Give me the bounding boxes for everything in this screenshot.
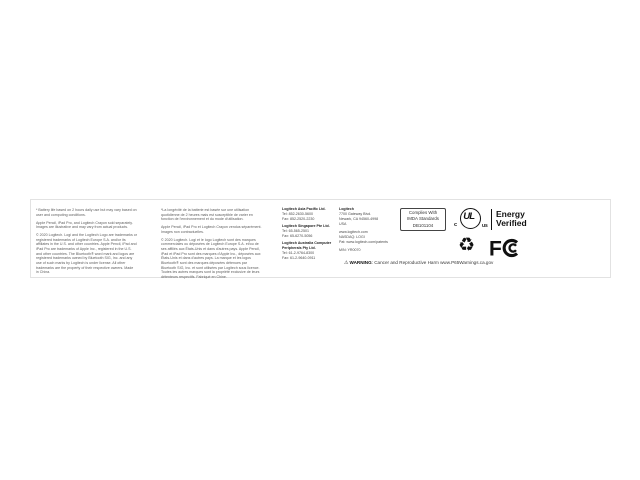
ul-canada-indicator: c bbox=[454, 222, 458, 228]
legal-text-english bbox=[36, 208, 137, 278]
contact-name: Logitech Australia Computer Peripherals Pty Ltd. bbox=[282, 241, 332, 250]
divider bbox=[491, 209, 492, 230]
hq-street: 7700 Gateway Blvd. bbox=[339, 211, 372, 216]
contact-fax: Fax: 65-6270-5056 bbox=[282, 233, 313, 238]
warning-label: WARNING bbox=[349, 260, 372, 265]
battery-disclaimer-fr: *La longévité de la batterie est basée sur une utilisation quotidienne de 2 heures mais est susceptible de varier en fonction de l'environnement et du mode d'utilisation. bbox=[161, 208, 253, 222]
label-band bbox=[30, 199, 611, 278]
hq-company-name: Logitech bbox=[339, 207, 354, 211]
hq-country: USA bbox=[339, 221, 347, 226]
recycle-icon: ♻ bbox=[458, 235, 476, 256]
svg-text:F: F bbox=[489, 237, 502, 260]
ul-us-indicator: us bbox=[482, 223, 488, 229]
legal-text-french bbox=[161, 208, 262, 283]
imda-line2: IMDA Standards bbox=[407, 216, 439, 222]
hq-website: www.logitech.com bbox=[339, 229, 368, 234]
contact-australia bbox=[282, 241, 336, 260]
contact-name: Logitech Asia Pacific Ltd. bbox=[282, 207, 326, 211]
energy-verified-mark: Energy Verified bbox=[496, 209, 527, 228]
hq-web-info bbox=[339, 230, 397, 245]
contact-fax: Fax: 61-2-9640-0911 bbox=[282, 255, 316, 260]
sold-separately-en: Apple Pencil, iPad Pro, and Logitech Crayon sold separately. Images are illustrative and may vary from actual products. bbox=[36, 220, 133, 230]
contact-tel: Tel: 61-2-9764-8300 bbox=[282, 250, 315, 255]
hq-nasdaq: NASDAQ: LOGI bbox=[339, 234, 365, 239]
warning-text: : Cancer and Reproductive Harm www.P65Warnings.ca.gov bbox=[371, 260, 494, 265]
hq-patents: Pat: www.logitech.com/patents bbox=[339, 239, 388, 244]
contact-tel: Tel: 852-2630-5600 bbox=[282, 211, 313, 216]
model-number: M/N: YR0070 bbox=[339, 247, 361, 252]
regional-contacts bbox=[282, 207, 336, 263]
hq-city: Newark, CA 94560-4998 bbox=[339, 216, 379, 221]
contact-tel: Tel: 65-565-2501 bbox=[282, 228, 309, 233]
imda-line1: Complies With bbox=[408, 209, 438, 215]
contact-fax: Fax: 852-2520-2230 bbox=[282, 216, 315, 221]
prop65-warning bbox=[344, 260, 604, 266]
certification-marks-row bbox=[454, 207, 554, 233]
contact-name: Logitech Singapore Pte Ltd. bbox=[282, 224, 330, 229]
copyright-en: © 2020 Logitech. Logi and the Logitech Logo are trademarks or registered trademarks of Logitech Europe S.A. and/or its affiliates in the U.S. and other countries. Apple Pencil, iPad and iPad Pro are trademarks of Apple Inc., registered in the U.S. and other countries. The Bluetooth® word mark and logos are registered trademarks owned by Bluetooth SIG, Inc. and any use of such marks by Logitech is under license. All other trademarks are the property of their respective owners. Made in China. bbox=[36, 233, 137, 275]
ul-listed-icon: UL bbox=[460, 208, 481, 229]
imda-standards-number: DB101104 bbox=[412, 222, 434, 228]
eco-marks-row bbox=[456, 235, 556, 261]
contact-asia-pacific bbox=[282, 207, 336, 222]
hq-address-block bbox=[339, 207, 397, 256]
warning-triangle-icon: ⚠ bbox=[344, 260, 349, 266]
battery-disclaimer-en: * Battery life based on 2 hours daily use but may vary based on user and computing conditions. bbox=[36, 208, 137, 217]
imda-compliance-box bbox=[400, 208, 446, 231]
copyright-fr: © 2020 Logitech. Logi et le logo Logitech sont des marques commerciales ou déposées de Logitech Europe S.A. et/ou de ses affiliés aux États-Unis et dans d'autres pays. Apple Pencil, iPad et iPad Pro sont des marques d'Apple Inc., déposées aux États-Unis et dans d'autres pays. La marque et les logos Bluetooth® sont des marques déposées détenues par Bluetooth SIG, Inc. et sont utilisées par Logitech sous licence. Toutes les autres marques sont la propriété exclusive de leurs détenteurs respectifs. Fabriqué en Chine. bbox=[161, 237, 261, 280]
contact-singapore bbox=[282, 224, 336, 239]
sold-separately-fr: Apple Pencil, iPad Pro et Logitech Crayon vendus séparément. Images non contractuelles. bbox=[161, 225, 262, 234]
hq-address bbox=[339, 207, 397, 226]
